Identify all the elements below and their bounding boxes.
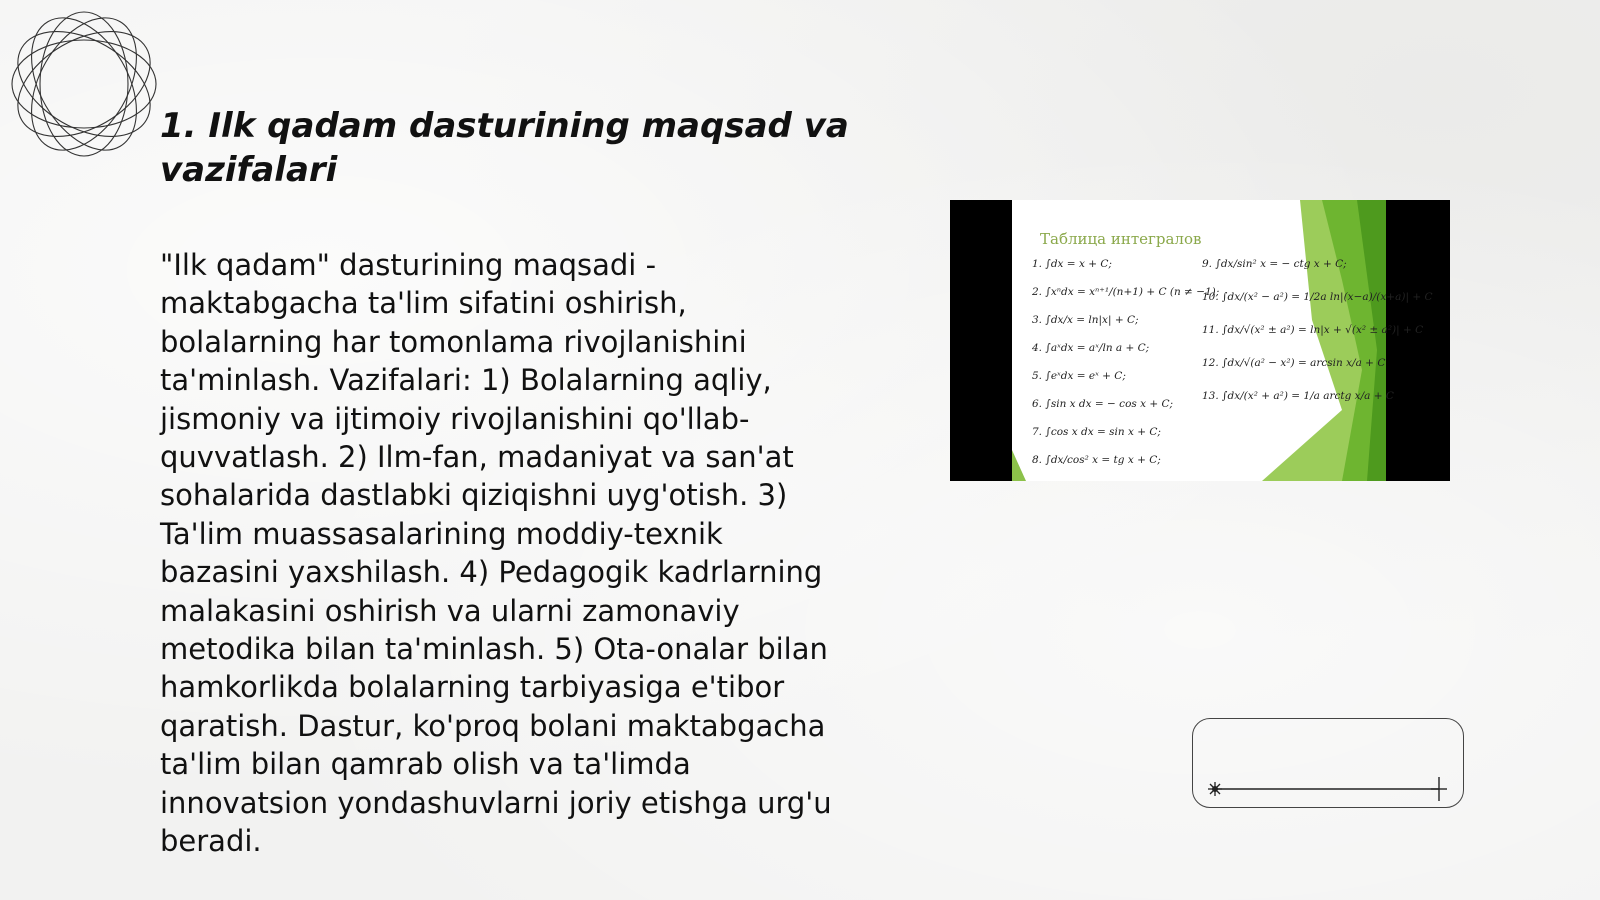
integral-formula: 1. ∫dx = x + C;	[1032, 258, 1112, 270]
slider-line-icon	[1193, 719, 1465, 809]
integral-formula: 8. ∫dx/cos² x = tg x + C;	[1032, 454, 1161, 466]
integral-formula: 13. ∫dx/(x² + a²) = 1/a arctg x/a + C	[1202, 390, 1394, 402]
integral-formula: 2. ∫xⁿdx = xⁿ⁺¹/(n+1) + C (n ≠ −1);	[1032, 286, 1220, 298]
integral-formula: 7. ∫cos x dx = sin x + C;	[1032, 426, 1161, 438]
integral-formula: 11. ∫dx/√(x² ± a²) = ln|x + √(x² ± a²)| + C	[1202, 324, 1424, 336]
integral-table-title: Таблица интегралов	[1040, 230, 1202, 248]
integral-formula: 9. ∫dx/sin² x = − ctg x + C;	[1202, 258, 1347, 270]
integral-table-slide	[1012, 200, 1433, 481]
spirograph-icon	[10, 10, 158, 158]
integral-formula: 4. ∫aˣdx = aˣ/ln a + C;	[1032, 342, 1150, 354]
integral-formula: 5. ∫eˣdx = eˣ + C;	[1032, 370, 1126, 382]
slide-body-text: "Ilk qadam" dasturining maqsadi - maktabgacha ta'lim sifatini oshirish, bolalarning har tomonlama rivojlanishini ta'minlash. Vazifalari: 1) Bolalarning aqliy, jismoniy va ijtimoiy rivojlanishini qo'llab-quvvatlash. 2) Ilm-fan, madaniyat va san'at sohalarida dastlabki qiziqishni uyg'otish. 3) Ta'lim muassasalarining moddiy-texnik bazasini yaxshilash. 4) Pedagogik kadrlarning malakasini oshirish va ularni zamonaviy metodika bilan ta'minlash. 5) Ota-onalar bilan hamkorlikda bolalarning tarbiyasiga e'tibor qaratish. Dastur, ko'proq bolani maktabgacha ta'lim bilan qamrab olish va ta'limda innovatsion yondashuvlarni joriy etishga urg'u beradi.	[160, 248, 832, 859]
integral-formula: 6. ∫sin x dx = − cos x + C;	[1032, 398, 1174, 410]
callout-box	[1192, 718, 1464, 808]
slide-title: 1. Ilk qadam dasturining maqsad va vazifalari	[160, 106, 849, 190]
integral-formula: 3. ∫dx/x = ln|x| + C;	[1032, 314, 1139, 326]
integral-formula: 12. ∫dx/√(a² − x²) = arcsin x/a + C	[1202, 357, 1386, 369]
integral-formula: 10. ∫dx/(x² − a²) = 1/2a ln|(x−a)/(x+a)| + C	[1202, 291, 1433, 303]
integral-table-image	[950, 200, 1450, 481]
